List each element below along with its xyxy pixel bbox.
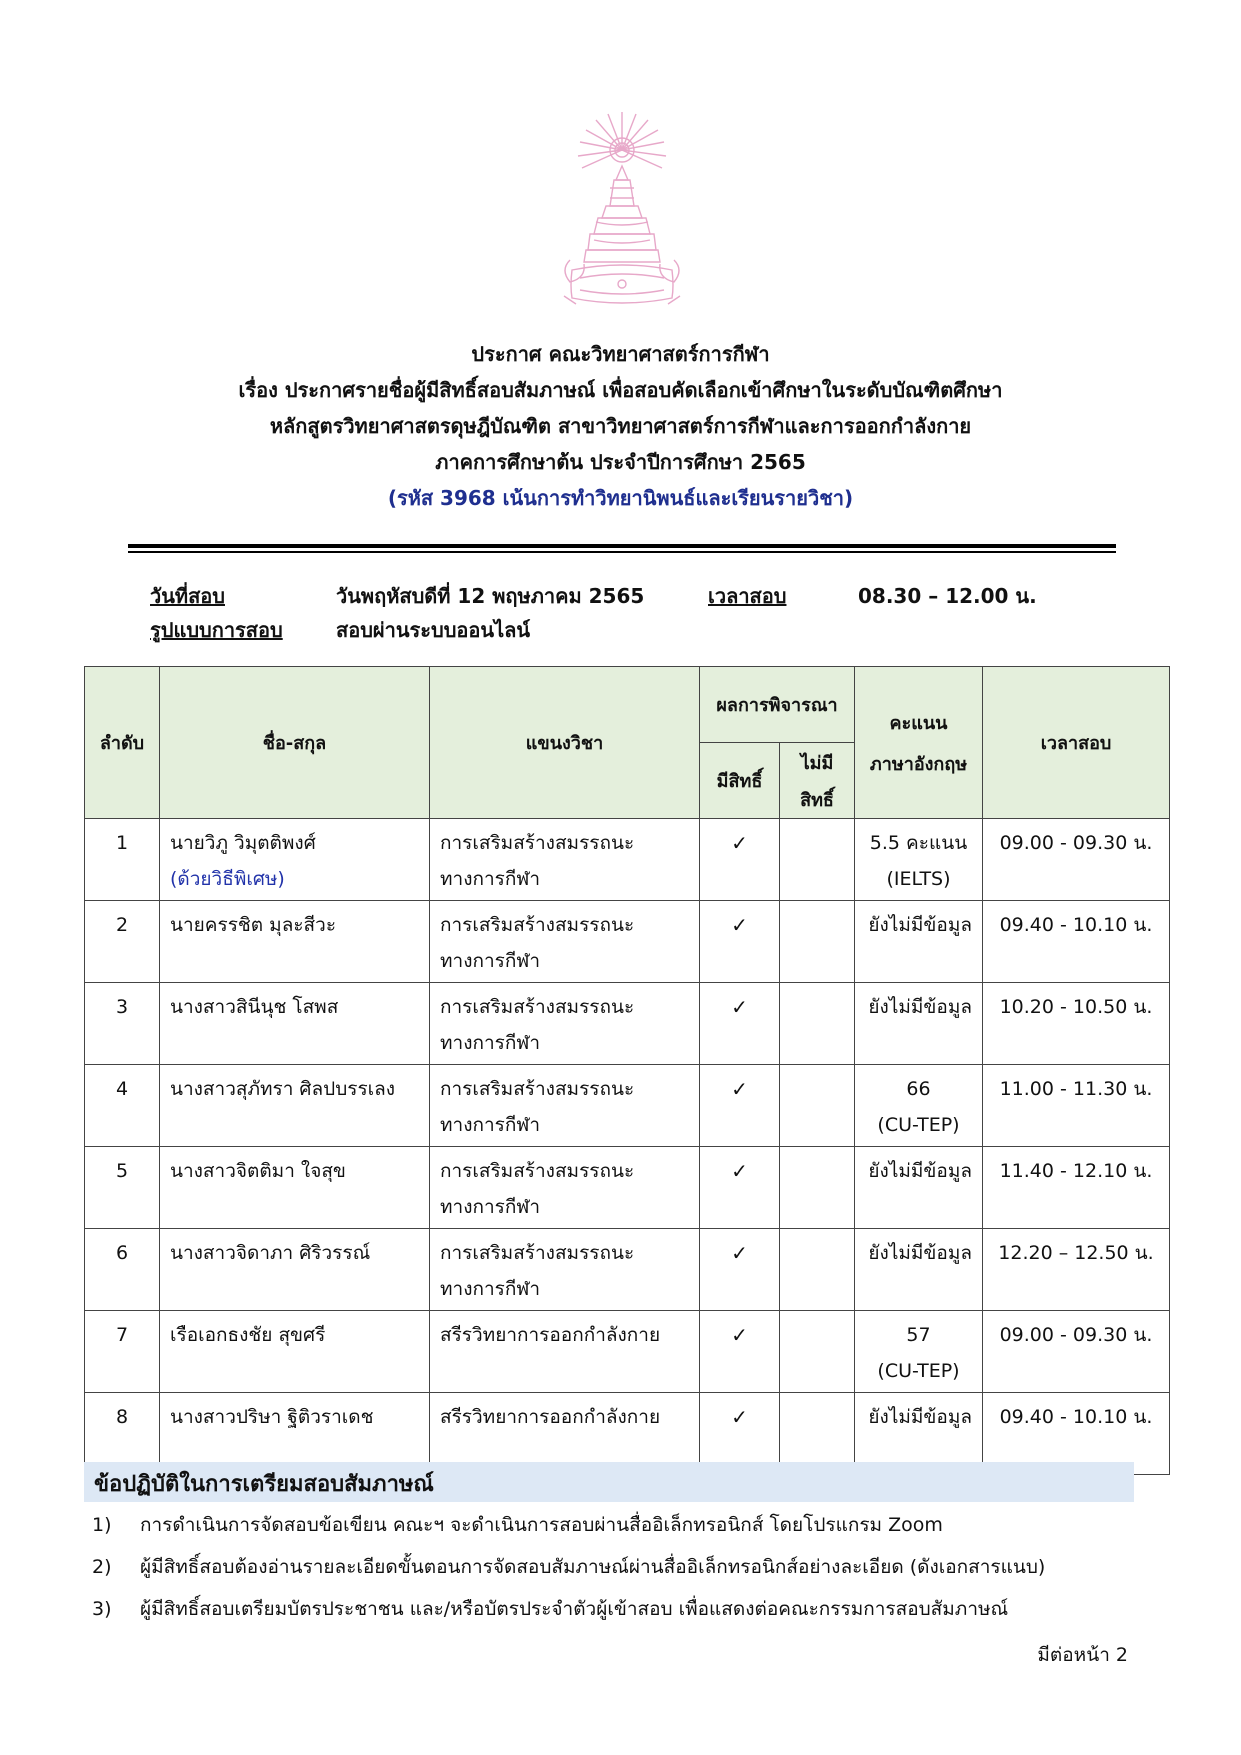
cell-time: 10.20 - 10.50 น. xyxy=(983,983,1170,1065)
field-line1: การเสริมสร้างสมรรถนะ xyxy=(440,1160,635,1182)
university-emblem xyxy=(556,110,688,310)
table-row xyxy=(85,983,1170,1065)
cell-eligible: ✓ xyxy=(700,1147,780,1229)
cell-field xyxy=(430,1229,700,1311)
candidate-name: เรือเอกธงชัย สุขศรี xyxy=(170,1324,326,1346)
table-row xyxy=(85,1065,1170,1147)
continued-note: มีต่อหน้า 2 xyxy=(1037,1644,1128,1666)
score-line1: 66 xyxy=(906,1078,931,1100)
cell-eligible: ✓ xyxy=(700,901,780,983)
cell-name xyxy=(160,819,430,901)
header-eligible: มีสิทธิ์ xyxy=(700,743,780,819)
score-line1: ยังไม่มีข้อมูล xyxy=(868,1406,972,1428)
score-line1: ยังไม่มีข้อมูล xyxy=(868,996,972,1018)
field-line1: การเสริมสร้างสมรรถนะ xyxy=(440,1078,635,1100)
cell-name xyxy=(160,983,430,1065)
guideline-number: 3) xyxy=(92,1598,112,1620)
field-line1: การเสริมสร้างสมรรถนะ xyxy=(440,1242,635,1264)
cell-field xyxy=(430,983,700,1065)
cell-field xyxy=(430,1065,700,1147)
exam-time-value: 08.30 – 12.00 น. xyxy=(858,584,1037,608)
cell-not-eligible xyxy=(780,1065,855,1147)
field-line2: ทางการกีฬา xyxy=(440,1278,541,1300)
cell-no: 5 xyxy=(85,1147,160,1229)
field-line2: ทางการกีฬา xyxy=(440,868,541,890)
table-row xyxy=(85,901,1170,983)
guideline-text: การดำเนินการจัดสอบข้อเขียน คณะฯ จะดำเนินการสอบผ่านสื่ออิเล็กทรอนิกส์ โดยโปรแกรม Zoom xyxy=(140,1514,943,1536)
exam-format-value: สอบผ่านระบบออนไลน์ xyxy=(336,618,531,642)
semester-line: ภาคการศึกษาต้น ประจำปีการศึกษา 2565 xyxy=(435,450,806,474)
cell-not-eligible xyxy=(780,983,855,1065)
candidate-name: นางสาวปริษา ฐิติวราเดช xyxy=(170,1406,374,1428)
cell-no: 6 xyxy=(85,1229,160,1311)
cell-no: 1 xyxy=(85,819,160,901)
table-row xyxy=(85,1311,1170,1393)
cell-eligible: ✓ xyxy=(700,1065,780,1147)
cell-not-eligible xyxy=(780,1311,855,1393)
cell-time: 09.40 - 10.10 น. xyxy=(983,901,1170,983)
score-line2: (CU-TEP) xyxy=(877,1114,960,1136)
cell-time: 12.20 – 12.50 น. xyxy=(983,1229,1170,1311)
cell-score xyxy=(855,1147,983,1229)
cell-score xyxy=(855,983,983,1065)
guideline-text: ผู้มีสิทธิ์สอบต้องอ่านรายละเอียดขั้นตอนการจัดสอบสัมภาษณ์ผ่านสื่ออิเล็กทรอนิกส์อย่างละเอียด (ดังเอกสารแนบ) xyxy=(140,1556,1046,1578)
sun-rays xyxy=(578,112,666,168)
score-line2: (CU-TEP) xyxy=(877,1360,960,1382)
cell-no: 2 xyxy=(85,901,160,983)
field-line1: สรีรวิทยาการออกกำลังกาย xyxy=(440,1406,661,1428)
cell-field xyxy=(430,1147,700,1229)
cell-no: 7 xyxy=(85,1311,160,1393)
program-code: (รหัส 3968 เน้นการทำวิทยานิพนธ์และเรียนรายวิชา) xyxy=(387,486,854,510)
table-row xyxy=(85,1229,1170,1311)
guidelines-title: ข้อปฏิบัติในการเตรียมสอบสัมภาษณ์ xyxy=(94,1472,434,1497)
guideline-text: ผู้มีสิทธิ์สอบเตรียมบัตรประชาชน และ/หรือบัตรประจำตัวผู้เข้าสอบ เพื่อแสดงต่อคณะกรรมการสอบสัมภาษณ์ xyxy=(140,1598,1009,1620)
header-name: ชื่อ-สกุล xyxy=(160,667,430,819)
score-line1: ยังไม่มีข้อมูล xyxy=(868,1242,972,1264)
table-row xyxy=(85,1147,1170,1229)
cell-name xyxy=(160,1065,430,1147)
cell-not-eligible xyxy=(780,819,855,901)
score-line2: (IELTS) xyxy=(886,868,951,890)
score-line1: 57 xyxy=(906,1324,931,1346)
header-not-eligible xyxy=(780,743,855,819)
cell-eligible: ✓ xyxy=(700,1311,780,1393)
field-line1: สรีรวิทยาการออกกำลังกาย xyxy=(440,1324,661,1346)
field-line2: ทางการกีฬา xyxy=(440,950,541,972)
cell-time: 09.40 - 10.10 น. xyxy=(983,1393,1170,1475)
cell-score xyxy=(855,1311,983,1393)
cell-not-eligible xyxy=(780,1147,855,1229)
header-no: ลำดับ xyxy=(85,667,160,819)
announcement-subject: เรื่อง ประกาศรายชื่อผู้มีสิทธิ์สอบสัมภาษณ์ เพื่อสอบคัดเลือกเข้าศึกษาในระดับบัณฑิตศึกษา xyxy=(238,378,1003,402)
divider-thin xyxy=(128,551,1116,553)
cell-time: 11.00 - 11.30 น. xyxy=(983,1065,1170,1147)
header-score xyxy=(855,667,983,819)
field-line2: ทางการกีฬา xyxy=(440,1196,541,1218)
field-line1: การเสริมสร้างสมรรถนะ xyxy=(440,832,635,854)
score-line1: 5.5 คะแนน xyxy=(869,832,968,854)
cell-no: 4 xyxy=(85,1065,160,1147)
field-line1: การเสริมสร้างสมรรถนะ xyxy=(440,914,635,936)
candidate-name: นางสาวจิดาภา ศิริวรรณ์ xyxy=(170,1242,371,1264)
cell-name xyxy=(160,1311,430,1393)
cell-score xyxy=(855,1229,983,1311)
cell-field xyxy=(430,901,700,983)
candidate-name: นายครรชิต มุละสีวะ xyxy=(170,914,337,936)
program-name: หลักสูตรวิทยาศาสตรดุษฎีบัณฑิต สาขาวิทยาศาสตร์การกีฬาและการออกกำลังกาย xyxy=(269,414,972,438)
cell-field xyxy=(430,819,700,901)
cell-eligible: ✓ xyxy=(700,1229,780,1311)
header-not-eligible-line2: สิทธิ์ xyxy=(800,789,834,811)
candidate-rows xyxy=(85,819,1170,1475)
cell-no: 8 xyxy=(85,1393,160,1475)
candidate-table xyxy=(84,666,1170,1475)
header-field: แขนงวิชา xyxy=(430,667,700,819)
exam-date-value: วันพฤหัสบดีที่ 12 พฤษภาคม 2565 xyxy=(336,584,645,608)
candidate-name: นายวิภู วิมุตติพงศ์ xyxy=(170,832,316,854)
table-row xyxy=(85,819,1170,901)
guideline-number: 1) xyxy=(92,1514,112,1536)
field-line1: การเสริมสร้างสมรรถนะ xyxy=(440,996,635,1018)
exam-time-label: เวลาสอบ xyxy=(708,584,787,608)
score-line1: ยังไม่มีข้อมูล xyxy=(868,914,972,936)
cell-not-eligible xyxy=(780,901,855,983)
cell-no: 3 xyxy=(85,983,160,1065)
guideline-item xyxy=(92,1510,943,1540)
cell-name xyxy=(160,901,430,983)
cell-eligible: ✓ xyxy=(700,819,780,901)
candidate-note: (ด้วยวิธีพิเศษ) xyxy=(170,868,285,890)
header-not-eligible-line1: ไม่มี xyxy=(800,752,834,774)
candidate-name: นางสาวสุภัทรา ศิลปบรรเลง xyxy=(170,1078,396,1100)
header-result: ผลการพิจารณา xyxy=(700,667,855,743)
divider-thick xyxy=(128,544,1116,548)
score-line1: ยังไม่มีข้อมูล xyxy=(868,1160,972,1182)
cell-not-eligible xyxy=(780,1229,855,1311)
cell-score xyxy=(855,1065,983,1147)
exam-date-label: วันที่สอบ xyxy=(150,584,225,608)
candidate-name: นางสาวสินีนุช โสพส xyxy=(170,996,339,1018)
cell-eligible: ✓ xyxy=(700,983,780,1065)
exam-format-label: รูปแบบการสอบ xyxy=(150,618,283,642)
cell-time: 11.40 - 12.10 น. xyxy=(983,1147,1170,1229)
candidate-name: นางสาวจิตติมา ใจสุข xyxy=(170,1160,346,1182)
announcement-title: ประกาศ คณะวิทยาศาสตร์การกีฬา xyxy=(471,342,770,366)
guideline-item xyxy=(92,1552,1045,1582)
cell-name xyxy=(160,1229,430,1311)
cell-field xyxy=(430,1311,700,1393)
header-time: เวลาสอบ xyxy=(983,667,1170,819)
guideline-number: 2) xyxy=(92,1556,112,1578)
cell-eligible: ✓ xyxy=(700,1393,780,1475)
cell-time: 09.00 - 09.30 น. xyxy=(983,1311,1170,1393)
header-score-line2: ภาษาอังกฤษ xyxy=(869,753,968,775)
header-score-line1: คะแนน xyxy=(889,712,948,734)
cell-name xyxy=(160,1147,430,1229)
field-line2: ทางการกีฬา xyxy=(440,1032,541,1054)
cell-time: 09.00 - 09.30 น. xyxy=(983,819,1170,901)
cell-score xyxy=(855,819,983,901)
cell-score xyxy=(855,901,983,983)
field-line2: ทางการกีฬา xyxy=(440,1114,541,1136)
guideline-item xyxy=(92,1594,1008,1624)
